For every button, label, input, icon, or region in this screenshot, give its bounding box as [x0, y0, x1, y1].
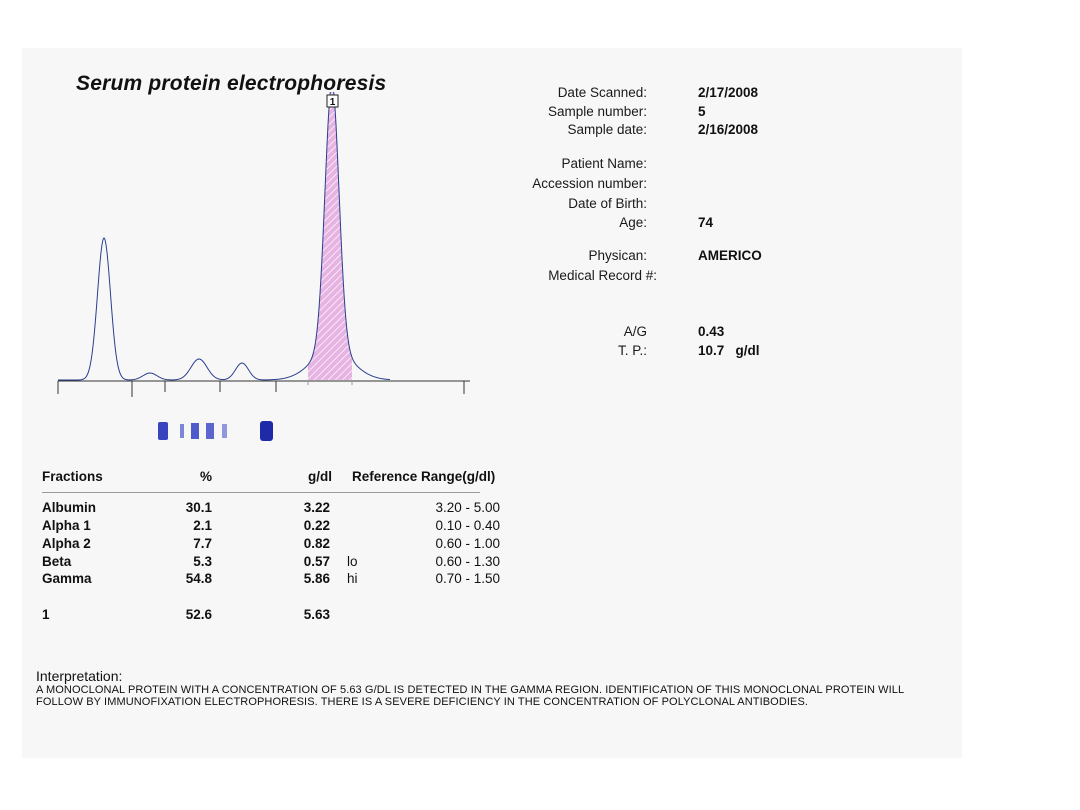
band-albumin [158, 422, 168, 440]
monoclonal-peak-fill [308, 92, 352, 380]
peak-row-name: 1 [42, 607, 50, 622]
col-header-reference: Reference Range(g/dl) [352, 469, 496, 484]
physician-value: AMERICO [698, 248, 762, 263]
ag-ratio-value: 0.43 [698, 324, 725, 339]
date-scanned-label: Date Scanned: [557, 85, 647, 100]
sample-number-label: Sample number: [547, 104, 647, 119]
age-label: Age: [619, 215, 647, 230]
table-row-gdl: 3.22 [303, 500, 330, 515]
band-beta2 [222, 424, 227, 438]
sample-number-value: 5 [698, 104, 706, 119]
col-header-gdl: g/dl [308, 469, 332, 484]
band-beta [206, 423, 214, 439]
peak-row-percent: 52.6 [185, 607, 212, 622]
interpretation-title: Interpretation: [36, 668, 123, 684]
band-alpha1 [180, 424, 184, 438]
table-row-reference: 0.60 - 1.00 [435, 536, 500, 551]
medical-record-label: Medical Record #: [548, 268, 657, 283]
table-row-name: Alpha 1 [42, 518, 91, 533]
table-row-reference: 0.60 - 1.30 [435, 554, 500, 569]
table-row-gdl: 0.82 [303, 536, 330, 551]
total-protein-value: 10.7 g/dl [698, 343, 760, 358]
table-row-percent: 7.7 [193, 536, 212, 551]
sample-date-value: 2/16/2008 [698, 122, 759, 137]
peak-marker-label: 1 [329, 97, 336, 108]
col-header-percent: % [199, 469, 212, 484]
gel-band-strip [158, 420, 276, 442]
table-row-percent: 54.8 [185, 571, 212, 586]
electropherogram [50, 92, 480, 404]
band-alpha2 [191, 423, 199, 439]
col-header-fractions: Fractions [42, 469, 103, 484]
table-row-flag: lo [347, 554, 358, 569]
date-of-birth-label: Date of Birth: [568, 196, 647, 211]
sample-date-label: Sample date: [567, 122, 647, 137]
table-row-name: Albumin [42, 500, 96, 515]
table-row-reference: 3.20 - 5.00 [435, 500, 500, 515]
report-title: Serum protein electrophoresis [76, 72, 387, 95]
table-row-flag: hi [347, 571, 358, 586]
accession-number-label: Accession number: [532, 176, 647, 191]
interpretation-text: A MONOCLONAL PROTEIN WITH A CONCENTRATION OF 5.63 G/DL IS DETECTED IN THE GAMMA REGION. IDENTIFICATION OF THIS MONOCLONAL PROTEIN WILL FOLLOW BY IMMUNOFIXATION ELECTROPHORESIS. THERE IS A SEVERE DEFICIENCY IN THE CONCENTRATION OF POLYCLONAL ANTIBODIES. [36, 684, 904, 708]
table-row-reference: 0.10 - 0.40 [435, 518, 500, 533]
band-gamma [260, 421, 273, 441]
date-scanned-value: 2/17/2008 [698, 85, 759, 100]
table-row-gdl: 0.22 [303, 518, 330, 533]
peak-row-gdl: 5.63 [303, 607, 330, 622]
table-row-gdl: 0.57 [303, 554, 330, 569]
table-row-name: Gamma [42, 571, 92, 586]
ag-ratio-label: A/G [623, 324, 647, 339]
table-row-percent: 30.1 [185, 500, 212, 515]
table-row-percent: 5.3 [193, 554, 212, 569]
patient-name-label: Patient Name: [561, 156, 647, 171]
age-value: 74 [698, 215, 714, 230]
table-row-percent: 2.1 [193, 518, 212, 533]
table-row-name: Beta [42, 554, 72, 569]
header-rule [42, 492, 480, 493]
physician-label: Physican: [588, 248, 647, 263]
table-row-reference: 0.70 - 1.50 [435, 571, 500, 586]
total-protein-label: T. P.: [617, 343, 647, 358]
table-row-name: Alpha 2 [42, 536, 91, 551]
table-row-gdl: 5.86 [303, 571, 330, 586]
